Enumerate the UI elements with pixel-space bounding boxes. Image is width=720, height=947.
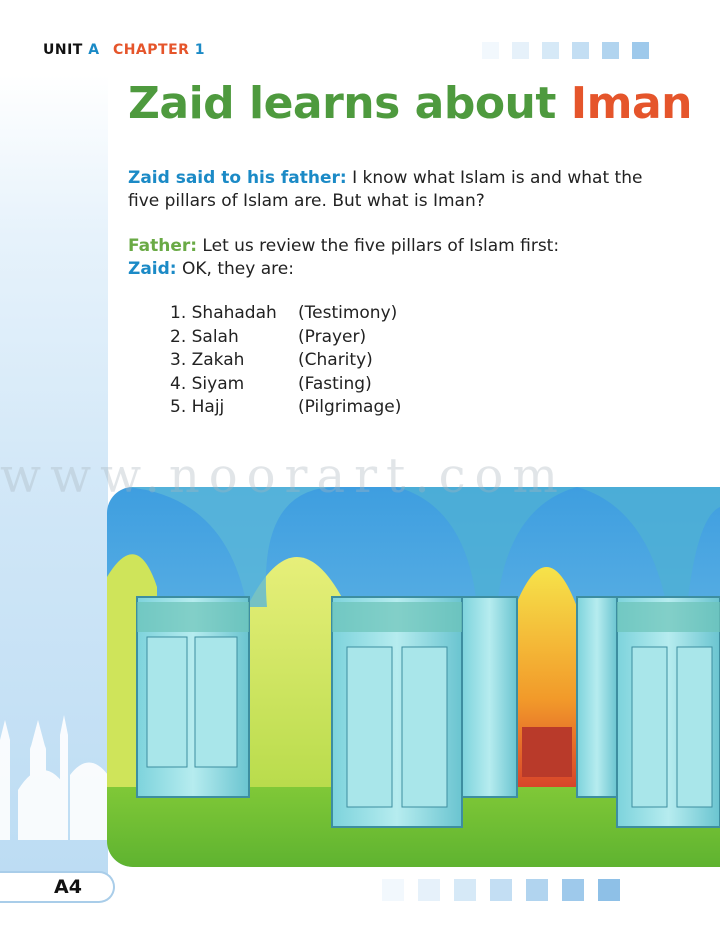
unit-letter: A — [88, 42, 100, 58]
dialog-block — [128, 235, 648, 281]
pillar-name: 4. Siyam — [170, 373, 245, 394]
pillar-name: 1. Shahadah — [170, 303, 277, 323]
mosque-interior-illustration — [107, 487, 720, 867]
pillar-name: 3. Zakah — [170, 350, 245, 370]
dialog-line-zaid-question — [128, 167, 648, 213]
mosque-skyline-icon — [0, 690, 108, 840]
pillar-name: 5. Hajj — [170, 397, 225, 417]
header-decorative-squares — [482, 42, 649, 59]
list-item — [170, 349, 401, 373]
list-item — [170, 326, 401, 350]
five-pillars-list — [170, 302, 401, 420]
page-title — [128, 78, 692, 129]
pillar-meaning: (Prayer) — [298, 326, 367, 347]
pillar-meaning: (Pilgrimage) — [298, 397, 402, 417]
unit-chapter-header — [43, 42, 205, 58]
chapter-word: CHAPTER — [112, 42, 190, 58]
pillar-meaning: (Fasting) — [298, 373, 372, 394]
list-item — [170, 396, 401, 420]
dialog-text: Let us review the five pillars of Islam first: — [197, 236, 560, 256]
dialog-text: OK, they are: — [176, 259, 294, 279]
pillar-meaning: (Charity) — [298, 350, 373, 370]
page-number: A4 — [54, 876, 82, 898]
unit-word: UNIT — [43, 42, 83, 58]
dialog-line-father — [128, 235, 648, 258]
pillar-meaning: (Testimony) — [298, 303, 398, 323]
title-highlight: Iman — [570, 78, 692, 129]
speaker-label: Father: — [128, 236, 198, 256]
chapter-number: 1 — [194, 42, 206, 58]
list-item — [170, 373, 401, 397]
watermark-text: www.noorart.com — [0, 448, 567, 504]
footer-decorative-squares — [382, 879, 620, 901]
title-main: Zaid learns about — [128, 78, 556, 129]
pillar-name: 2. Salah — [170, 326, 239, 347]
list-item — [170, 302, 401, 326]
speaker-label: Zaid: — [128, 259, 177, 279]
dialog-line-zaid-answer — [128, 258, 648, 281]
dialog-text: I know what Islam is and what the five pillars of Islam are. But what is Iman? — [128, 168, 643, 211]
speaker-label: Zaid said to his father: — [128, 168, 347, 188]
